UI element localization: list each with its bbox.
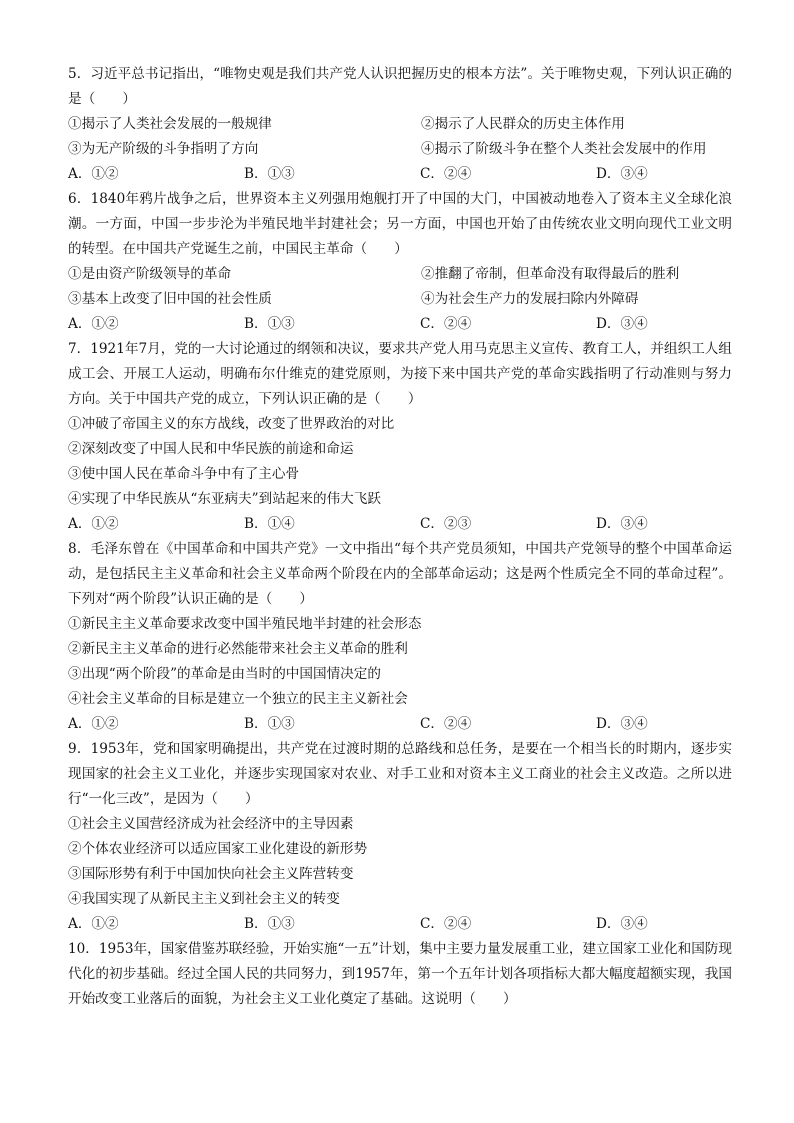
option-row: [68, 287, 732, 312]
option-3: ③为无产阶级的斗争指明了方向: [68, 141, 259, 157]
option-4: ④社会主义革命的目标是建立一个独立的民主主义新社会: [68, 691, 408, 707]
option-1: ①冲破了帝国主义的东方战线，改变了世界政治的对比: [68, 416, 395, 432]
choice-a: A．①②: [68, 166, 119, 182]
choice-d: D．③④: [596, 916, 648, 932]
option-row: [68, 137, 732, 162]
choice-a: A．①②: [68, 916, 119, 932]
answer-choices: [68, 912, 732, 937]
option-4: ④揭示了阶级斗争在整个人类社会发展中的作用: [421, 141, 707, 157]
question-stem: 8．毛泽东曾在《中国革命和中国共产党》一文中指出“每个共产党员须知，中国共产党领导的整个中国革命运动，是包括民主主义革命和社会主义革命两个阶段在内的全部革命运动；这是两个性质完全不同的革命过程”。下列对“两个阶段”认识正确的是（ ）: [68, 541, 732, 607]
answer-choices: [68, 712, 732, 737]
question-stem: 9．1953年，党和国家明确提出，共产党在过渡时期的总路线和总任务，是要在一个相当长的时期内，逐步实现国家的社会主义工业化，并逐步实现国家对农业、对手工业和对资本主义工商业的社会主义改造。之所以进行“一化三改”，是因为（ ）: [68, 741, 732, 807]
choice-b: B．①③: [244, 916, 295, 932]
choice-a: A．①②: [68, 316, 119, 332]
question-stem: 5．习近平总书记指出，“唯物史观是我们共产党人认识把握历史的根本方法”。关于唯物史观，下列认识正确的是（ ）: [68, 66, 732, 107]
choice-d: D．③④: [596, 516, 648, 532]
answer-choices: [68, 512, 732, 537]
answer-choices: [68, 312, 732, 337]
option-1: ①是由资产阶级领导的革命: [68, 266, 232, 282]
choice-a: A．①②: [68, 716, 119, 732]
question-6: [68, 187, 732, 337]
option-4: ④实现了中华民族从“东亚病夫”到站起来的伟大飞跃: [68, 491, 381, 507]
option-4: ④为社会生产力的发展扫除内外障碍: [421, 291, 639, 307]
option-2: ②揭示了人民群众的历史主体作用: [421, 116, 625, 132]
choice-c: C．②④: [420, 916, 472, 932]
option-1: ①新民主主义革命要求改变中国半殖民地半封建的社会形态: [68, 616, 422, 632]
question-10: [68, 937, 732, 1012]
choice-b: B．①③: [244, 166, 295, 182]
choice-c: C．②③: [420, 516, 472, 532]
exam-page: [68, 62, 732, 1012]
choice-c: C．②④: [420, 716, 472, 732]
option-2: ②深刻改变了中国人民和中华民族的前途和命运: [68, 441, 354, 457]
question-7: [68, 337, 732, 537]
choice-b: B．①③: [244, 316, 295, 332]
question-stem: 7．1921年7月，党的一大讨论通过的纲领和决议，要求共产党人用马克思主义宣传、教育工人，并组织工人组成工会、开展工人运动，明确布尔什维克的建党原则，为接下来中国共产党的革命实践指明了行动准则与努力方向。关于中国共产党的成立，下列认识正确的是（ ）: [68, 341, 732, 407]
option-4: ④我国实现了从新民主主义到社会主义的转变: [68, 891, 340, 907]
choice-b: B．①④: [244, 516, 295, 532]
question-8: [68, 537, 732, 737]
option-1: ①揭示了人类社会发展的一般规律: [68, 116, 272, 132]
choice-c: C．②④: [420, 166, 472, 182]
choice-c: C．②④: [420, 316, 472, 332]
question-9: [68, 737, 732, 937]
option-3: ③出现“两个阶段”的革命是由当时的中国国情决定的: [68, 666, 381, 682]
choice-d: D．③④: [596, 316, 648, 332]
option-2: ②新民主主义革命的进行必然能带来社会主义革命的胜利: [68, 641, 408, 657]
question-stem: 10．1953年，国家借鉴苏联经验，开始实施“一五”计划，集中主要力量发展重工业，建立国家工业化和国防现代化的初步基础。经过全国人民的共同努力，到1957年，第一个五年计划各项指标大都大幅度超额实现，我国开始改变工业落后的面貌，为社会主义工业化奠定了基础。这说明（ ）: [68, 941, 732, 1007]
option-row: [68, 262, 732, 287]
option-row: [68, 112, 732, 137]
answer-choices: [68, 162, 732, 187]
question-stem: 6．1840年鸦片战争之后，世界资本主义列强用炮舰打开了中国的大门，中国被动地卷入了资本主义全球化浪潮。一方面，中国一步步沦为半殖民地半封建社会；另一方面，中国也开始了由传统农业文明向现代工业文明的转型。在中国共产党诞生之前，中国民主革命（ ）: [68, 191, 732, 257]
option-3: ③基本上改变了旧中国的社会性质: [68, 291, 272, 307]
option-2: ②个体农业经济可以适应国家工业化建设的新形势: [68, 841, 368, 857]
option-2: ②推翻了帝制，但革命没有取得最后的胜利: [421, 266, 680, 282]
option-3: ③国际形势有利于中国加快向社会主义阵营转变: [68, 866, 354, 882]
question-5: [68, 62, 732, 187]
choice-a: A．①②: [68, 516, 119, 532]
option-1: ①社会主义国营经济成为社会经济中的主导因素: [68, 816, 354, 832]
choice-d: D．③④: [596, 716, 648, 732]
choice-b: B．①③: [244, 716, 295, 732]
choice-d: D．③④: [596, 166, 648, 182]
option-3: ③使中国人民在革命斗争中有了主心骨: [68, 466, 300, 482]
